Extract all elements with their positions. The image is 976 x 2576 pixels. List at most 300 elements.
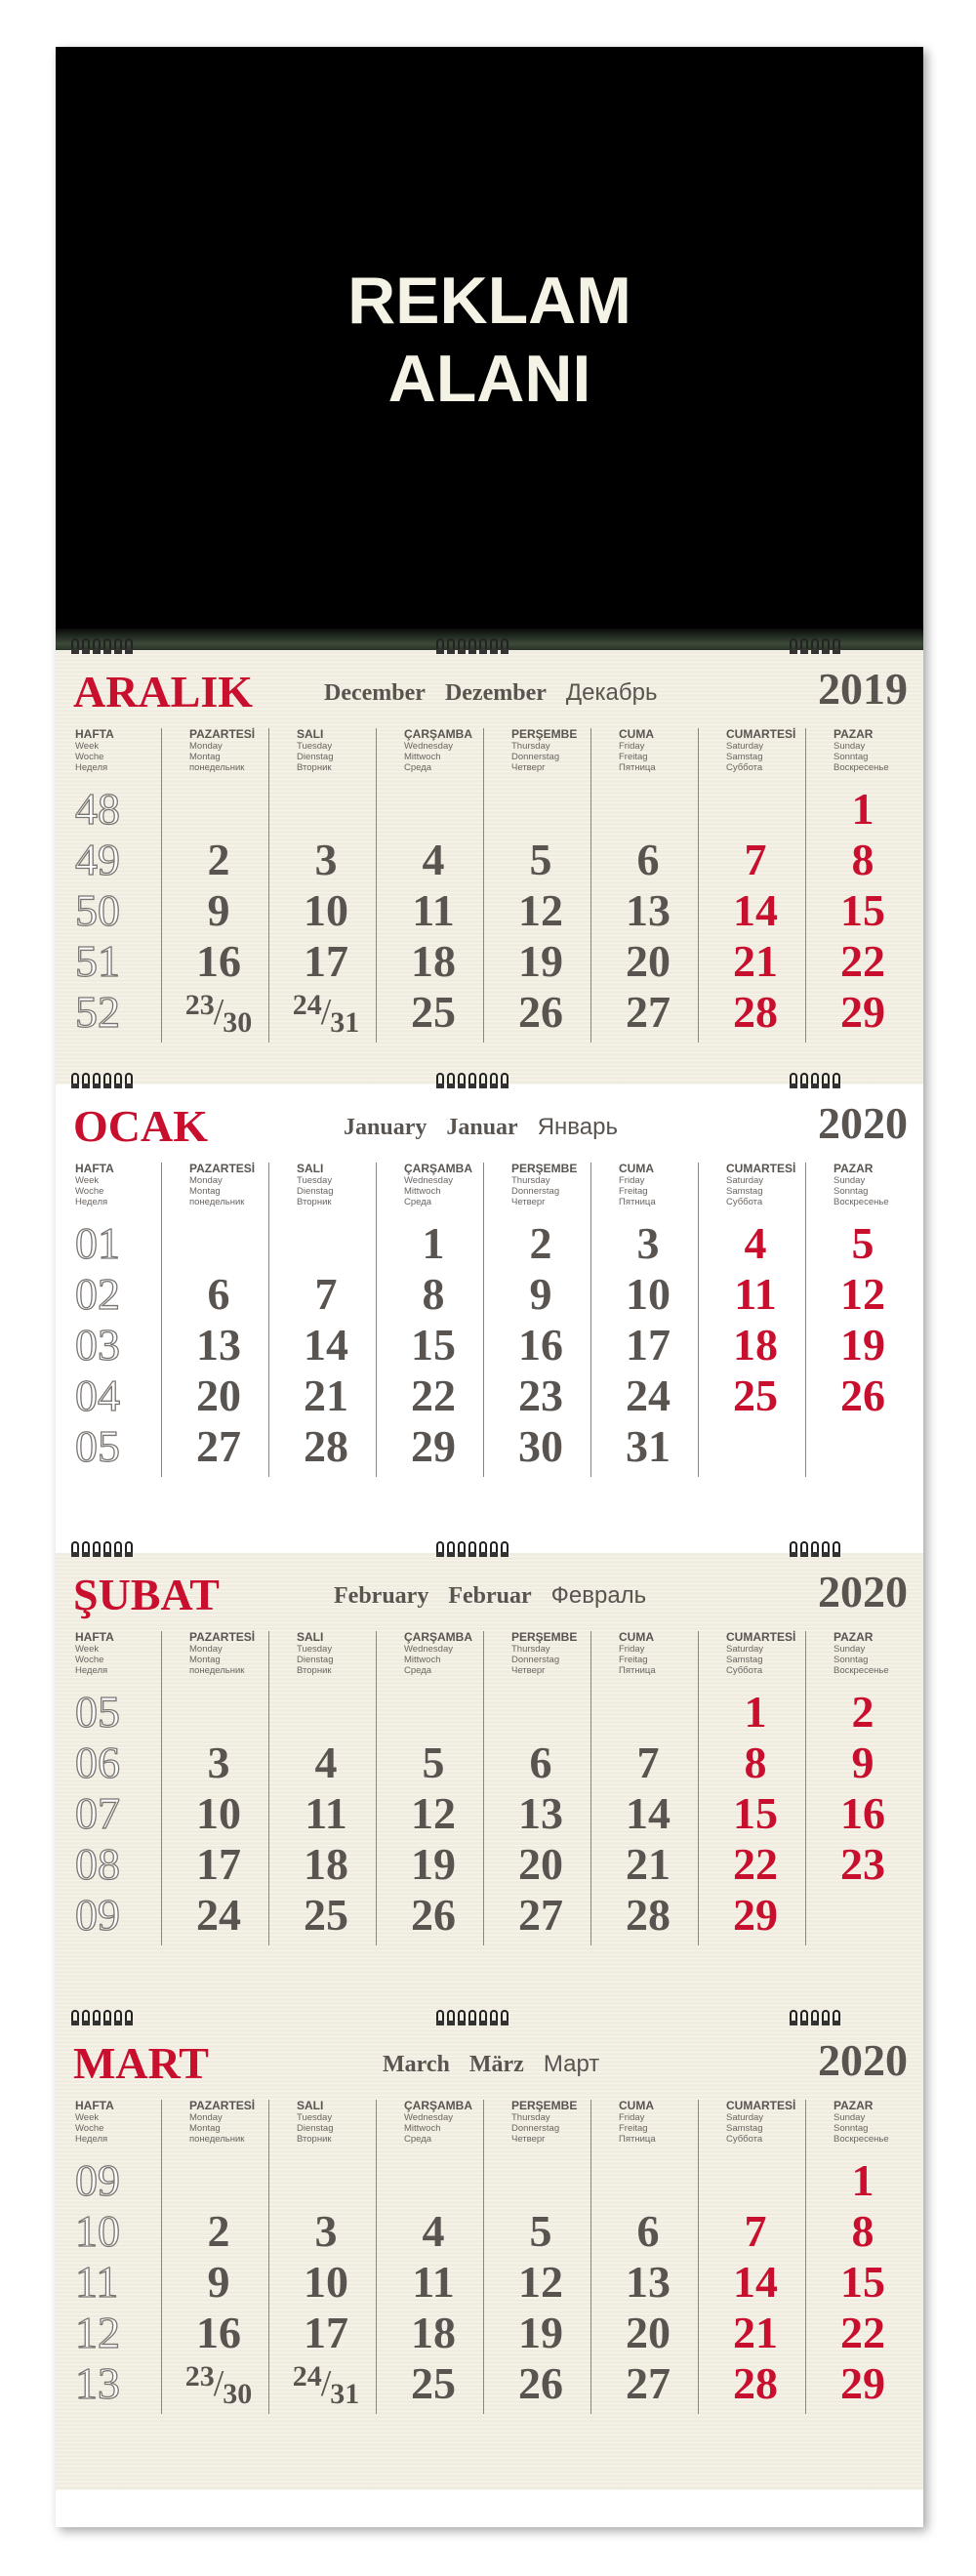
spiral-ring-icon — [447, 1541, 455, 1557]
week-number: 02 — [75, 1269, 120, 1319]
column-header-translation: Mittwoch — [404, 752, 441, 762]
spiral-ring-icon — [114, 638, 122, 654]
column-divider — [268, 1631, 269, 1945]
column-header-translation: понедельник — [189, 1665, 245, 1676]
year-label: 2020 — [818, 1567, 908, 1616]
day-cell: 10 — [626, 1269, 671, 1319]
column-header-name: CUMARTESİ — [726, 2099, 796, 2112]
column-header-translation: Dienstag — [297, 1186, 334, 1197]
day-cell: 23 — [840, 1839, 885, 1889]
day-cell: 28 — [626, 1890, 671, 1940]
column-header-translation: Thursday — [511, 741, 550, 752]
column-header-name: PAZAR — [834, 727, 874, 741]
column-header-tuesday — [297, 2100, 334, 2145]
day-cell: 28 — [733, 2358, 778, 2408]
day-cell: 13 — [518, 1788, 563, 1838]
column-header-translation: Friday — [619, 2112, 645, 2123]
column-header-translation: Неделя — [75, 1665, 108, 1676]
column-header-translation: Week — [75, 1644, 100, 1655]
column-header-translation: Воскресенье — [834, 1197, 889, 1207]
column-header-translation: Пятница — [619, 2134, 656, 2145]
month-name-en: March — [383, 2052, 450, 2077]
spiral-ring-icon — [479, 2010, 487, 2025]
spiral-ring-group — [436, 2010, 508, 2025]
spiral-ring-icon — [458, 1541, 466, 1557]
day-cell: 4 — [422, 835, 445, 884]
column-header-wednesday — [404, 2100, 472, 2145]
day-number-first: 24 — [292, 989, 322, 1021]
column-header-monday — [189, 1631, 255, 1676]
day-cell: 26 — [411, 1890, 456, 1940]
day-cell: 15 — [840, 885, 885, 935]
column-divider — [805, 728, 806, 1043]
spiral-ring-icon — [82, 2010, 90, 2025]
month-name: ŞUBAT — [73, 1570, 220, 1619]
day-cell: 24 — [626, 1370, 671, 1420]
column-header-translation: Среда — [404, 762, 432, 773]
day-cell: 23 — [518, 1370, 563, 1420]
column-header-translation: Среда — [404, 1197, 432, 1207]
spiral-ring-icon — [71, 638, 79, 654]
day-cell: 13 — [196, 1320, 241, 1370]
day-cell: 6 — [207, 1269, 230, 1319]
column-header-name: SALI — [297, 1630, 324, 1644]
column-header-translation: понедельник — [189, 762, 245, 773]
column-header-translation: Wednesday — [404, 1175, 453, 1186]
week-number: 13 — [75, 2358, 120, 2408]
column-divider — [698, 728, 699, 1043]
week-number: 01 — [75, 1218, 120, 1268]
spiral-ring-icon — [468, 1073, 476, 1088]
column-header-translation: Week — [75, 1175, 100, 1186]
column-header-translation: понедельник — [189, 1197, 245, 1207]
month-name-ru: Февраль — [550, 1582, 647, 1609]
week-number: 06 — [75, 1738, 120, 1787]
column-header-name: PAZARTESİ — [189, 1630, 256, 1644]
spiral-ring-icon — [800, 1541, 808, 1557]
column-header-translation: Sunday — [834, 1175, 866, 1186]
spiral-ring-icon — [468, 638, 476, 654]
column-header-saturday — [726, 728, 795, 773]
spiral-ring-icon — [800, 638, 808, 654]
column-header-translation: Montag — [189, 752, 221, 762]
day-cell: 14 — [626, 1788, 671, 1838]
spiral-ring-icon — [103, 1541, 111, 1557]
spiral-ring-icon — [436, 1541, 444, 1557]
column-header-translation: Donnerstag — [511, 752, 560, 762]
column-header-name: PERŞEMBE — [511, 1162, 578, 1175]
month-name-de: Januar — [446, 1115, 518, 1140]
column-header-translation: Donnerstag — [511, 1186, 560, 1197]
spiral-ring-icon — [501, 1073, 508, 1088]
column-header-week — [75, 728, 114, 773]
column-header-name: PAZAR — [834, 2099, 874, 2112]
day-cell: 11 — [734, 1269, 777, 1319]
column-divider — [805, 2100, 806, 2414]
day-cell: 3 — [314, 835, 338, 884]
month-translations — [334, 1582, 646, 1610]
day-cell: 20 — [518, 1839, 563, 1889]
day-cell: 29 — [733, 1890, 778, 1940]
day-cell: 18 — [733, 1320, 778, 1370]
column-header-translation: Samstag — [726, 752, 763, 762]
day-cell: 8 — [851, 2206, 874, 2256]
column-divider — [268, 2100, 269, 2414]
column-header-translation: Woche — [75, 752, 104, 762]
column-header-translation: Неделя — [75, 762, 108, 773]
week-number: 05 — [75, 1687, 120, 1737]
day-cell: 22 — [411, 1370, 456, 1420]
spiral-ring-icon — [447, 1073, 455, 1088]
day-cell-combined — [277, 988, 375, 1040]
spiral-ring-icon — [490, 2010, 498, 2025]
column-header-name: ÇARŞAMBA — [404, 1162, 472, 1175]
spiral-ring-icon — [790, 1541, 797, 1557]
month-panel-background — [56, 2022, 923, 2490]
day-cell: 2 — [207, 2206, 230, 2256]
column-header-translation: Saturday — [726, 1644, 764, 1655]
column-header-translation: Montag — [189, 1186, 221, 1197]
column-header-name: CUMA — [619, 727, 654, 741]
day-cell: 17 — [626, 1320, 671, 1370]
day-cell: 20 — [626, 2308, 671, 2357]
week-number: 11 — [75, 2257, 119, 2307]
month-name-ru: Январь — [537, 1114, 618, 1140]
column-header-name: PAZAR — [834, 1630, 874, 1644]
day-cell: 2 — [207, 835, 230, 884]
column-header-translation: Среда — [404, 1665, 432, 1676]
spiral-ring-icon — [790, 2010, 797, 2025]
column-header-name: HAFTA — [75, 727, 114, 741]
spiral-ring-icon — [436, 1073, 444, 1088]
date-separator: / — [320, 992, 332, 1033]
day-cell: 7 — [636, 1738, 660, 1787]
spiral-ring-group — [790, 2010, 840, 2025]
column-header-name: CUMARTESİ — [726, 1162, 796, 1175]
day-cell: 18 — [411, 936, 456, 986]
column-header-translation: Воскресенье — [834, 762, 889, 773]
spiral-ring-group — [790, 1073, 840, 1088]
column-header-translation: Dienstag — [297, 2123, 334, 2134]
spiral-ring-icon — [447, 2010, 455, 2025]
month-name: MART — [73, 2038, 209, 2088]
column-header-translation: Saturday — [726, 1175, 764, 1186]
day-cell: 24 — [196, 1890, 241, 1940]
spiral-ring-icon — [833, 638, 840, 654]
column-header-name: PAZARTESİ — [189, 2099, 256, 2112]
day-cell: 13 — [626, 2257, 671, 2307]
spiral-ring-icon — [811, 2010, 819, 2025]
column-header-translation: Sunday — [834, 2112, 866, 2123]
spiral-ring-icon — [458, 638, 466, 654]
day-cell: 16 — [196, 936, 241, 986]
ad-text-line-2: ALANI — [387, 342, 591, 416]
column-header-translation: Четверг — [511, 2134, 546, 2145]
column-header-translation: Week — [75, 741, 100, 752]
spiral-ring-icon — [822, 1073, 830, 1088]
spiral-ring-icon — [82, 1073, 90, 1088]
spiral-ring-icon — [114, 1541, 122, 1557]
column-header-name: HAFTA — [75, 1630, 114, 1644]
column-header-translation: Week — [75, 2112, 100, 2123]
day-cell: 8 — [744, 1738, 767, 1787]
column-header-translation: Freitag — [619, 1186, 648, 1197]
week-number: 08 — [75, 1839, 120, 1889]
column-header-thursday — [511, 1163, 577, 1207]
column-header-sunday — [834, 1631, 889, 1676]
day-cell: 26 — [840, 1370, 885, 1420]
day-cell: 10 — [304, 2257, 348, 2307]
day-cell: 21 — [733, 2308, 778, 2357]
day-cell-combined — [170, 2359, 267, 2411]
spiral-ring-icon — [811, 1073, 819, 1088]
spiral-ring-icon — [833, 1073, 840, 1088]
day-cell-combined — [277, 2359, 375, 2411]
spiral-ring-icon — [790, 1073, 797, 1088]
spiral-ring-icon — [458, 2010, 466, 2025]
day-cell: 21 — [304, 1370, 348, 1420]
column-divider — [805, 1163, 806, 1477]
column-header-tuesday — [297, 728, 334, 773]
column-header-translation: Четверг — [511, 1665, 546, 1676]
advertising-area — [56, 47, 923, 650]
week-number: 48 — [75, 784, 120, 834]
column-divider — [376, 1631, 377, 1945]
month-name-ru: Декабрь — [565, 679, 658, 706]
day-cell: 3 — [207, 1738, 230, 1787]
week-number: 07 — [75, 1788, 120, 1838]
spiral-ring-icon — [82, 638, 90, 654]
column-divider — [161, 1163, 162, 1477]
spiral-ring-icon — [458, 1073, 466, 1088]
column-header-translation: Dienstag — [297, 752, 334, 762]
column-header-translation: Freitag — [619, 752, 648, 762]
column-header-translation: Четверг — [511, 1197, 546, 1207]
column-header-name: SALI — [297, 727, 324, 741]
spiral-ring-icon — [811, 638, 819, 654]
month-panel-şubat — [56, 1553, 923, 2022]
day-cell: 17 — [304, 936, 348, 986]
spiral-ring-icon — [82, 1541, 90, 1557]
column-divider — [161, 2100, 162, 2414]
column-header-translation: Пятница — [619, 762, 656, 773]
column-header-name: CUMARTESİ — [726, 1630, 796, 1644]
column-header-translation: Sonntag — [834, 752, 869, 762]
week-number: 50 — [75, 885, 120, 935]
spiral-ring-icon — [800, 2010, 808, 2025]
day-cell: 14 — [733, 885, 778, 935]
column-header-translation: Суббота — [726, 762, 763, 773]
spiral-ring-icon — [790, 638, 797, 654]
spiral-ring-icon — [114, 2010, 122, 2025]
column-header-translation: Tuesday — [297, 2112, 333, 2123]
column-header-thursday — [511, 2100, 577, 2145]
column-header-name: PERŞEMBE — [511, 1630, 578, 1644]
day-number-second: 30 — [223, 2378, 253, 2410]
day-cell: 2 — [529, 1218, 552, 1268]
day-cell: 15 — [411, 1320, 456, 1370]
column-header-friday — [619, 728, 656, 773]
week-number: 12 — [75, 2308, 120, 2357]
column-header-translation: Freitag — [619, 2123, 648, 2134]
month-name: OCAK — [73, 1101, 208, 1151]
year-label: 2020 — [818, 2035, 908, 2085]
column-header-name: CUMA — [619, 1162, 654, 1175]
day-cell: 7 — [314, 1269, 338, 1319]
column-header-monday — [189, 2100, 255, 2145]
spiral-ring-icon — [447, 638, 455, 654]
column-header-translation: Samstag — [726, 1655, 763, 1665]
column-header-translation: Sonntag — [834, 1186, 869, 1197]
column-header-translation: Среда — [404, 2134, 432, 2145]
column-header-wednesday — [404, 1163, 472, 1207]
spiral-binding — [56, 2010, 923, 2033]
date-separator: / — [213, 2363, 224, 2404]
day-cell: 30 — [518, 1421, 563, 1471]
day-cell: 28 — [733, 987, 778, 1037]
column-header-translation: Samstag — [726, 1186, 763, 1197]
spiral-ring-icon — [490, 1073, 498, 1088]
day-cell: 12 — [840, 1269, 885, 1319]
column-header-translation: Friday — [619, 1175, 645, 1186]
column-header-name: CUMA — [619, 2099, 654, 2112]
day-cell: 27 — [518, 1890, 563, 1940]
column-header-translation: Samstag — [726, 2123, 763, 2134]
column-header-translation: Tuesday — [297, 1175, 333, 1186]
column-header-translation: Sonntag — [834, 1655, 869, 1665]
month-panel-background — [56, 1553, 923, 2022]
spiral-ring-group — [71, 2010, 133, 2025]
day-cell: 10 — [304, 885, 348, 935]
day-cell-combined — [170, 988, 267, 1040]
spiral-ring-icon — [93, 638, 101, 654]
spiral-ring-icon — [125, 638, 133, 654]
column-header-translation: Tuesday — [297, 741, 333, 752]
column-header-thursday — [511, 1631, 577, 1676]
spiral-ring-group — [436, 1073, 508, 1088]
day-cell: 26 — [518, 2358, 563, 2408]
column-header-week — [75, 1163, 114, 1207]
column-divider — [161, 1631, 162, 1945]
column-header-week — [75, 1631, 114, 1676]
spiral-ring-icon — [501, 638, 508, 654]
column-header-translation: Saturday — [726, 741, 764, 752]
date-separator: / — [320, 2363, 332, 2404]
month-panel-background — [56, 1084, 923, 1553]
column-header-wednesday — [404, 1631, 472, 1676]
column-header-week — [75, 2100, 114, 2145]
column-header-name: SALI — [297, 2099, 324, 2112]
spiral-ring-icon — [436, 2010, 444, 2025]
day-cell: 18 — [304, 1839, 348, 1889]
day-cell: 4 — [422, 2206, 445, 2256]
column-divider — [268, 728, 269, 1043]
column-header-name: PERŞEMBE — [511, 2099, 578, 2112]
spiral-ring-icon — [490, 1541, 498, 1557]
column-header-translation: Неделя — [75, 2134, 108, 2145]
column-header-translation: Monday — [189, 1175, 223, 1186]
month-translations — [383, 2051, 599, 2078]
month-panel-ocak — [56, 1084, 923, 1553]
day-cell: 25 — [411, 2358, 456, 2408]
day-cell: 25 — [733, 1370, 778, 1420]
day-cell: 27 — [626, 2358, 671, 2408]
column-header-translation: Dienstag — [297, 1655, 334, 1665]
column-divider — [698, 2100, 699, 2414]
day-cell: 31 — [626, 1421, 671, 1471]
day-cell: 1 — [744, 1687, 767, 1737]
spiral-ring-icon — [71, 2010, 79, 2025]
day-cell: 5 — [529, 2206, 552, 2256]
week-number: 03 — [75, 1320, 120, 1370]
day-number-second: 31 — [330, 2378, 360, 2410]
year-label: 2020 — [818, 1098, 908, 1148]
day-cell: 21 — [626, 1839, 671, 1889]
day-cell: 15 — [733, 1788, 778, 1838]
column-header-translation: Вторник — [297, 1665, 332, 1676]
day-number-first: 23 — [184, 2360, 215, 2392]
column-header-translation: Wednesday — [404, 741, 453, 752]
spiral-ring-icon — [811, 1541, 819, 1557]
spiral-ring-icon — [822, 2010, 830, 2025]
day-number-first: 24 — [292, 2360, 322, 2392]
column-header-name: HAFTA — [75, 1162, 114, 1175]
year-label: 2019 — [818, 664, 908, 714]
column-header-translation: Montag — [189, 2123, 221, 2134]
spiral-ring-icon — [125, 1073, 133, 1088]
day-cell: 9 — [207, 885, 230, 935]
column-header-translation: Saturday — [726, 2112, 764, 2123]
day-cell: 12 — [518, 885, 563, 935]
column-header-translation: Sunday — [834, 1644, 866, 1655]
day-cell: 12 — [518, 2257, 563, 2307]
spiral-ring-icon — [125, 2010, 133, 2025]
column-divider — [590, 1163, 591, 1477]
day-cell: 17 — [196, 1839, 241, 1889]
week-number: 51 — [75, 936, 120, 986]
day-cell: 25 — [304, 1890, 348, 1940]
spiral-ring-group — [790, 1541, 840, 1557]
day-cell: 8 — [851, 835, 874, 884]
day-cell: 28 — [304, 1421, 348, 1471]
column-header-saturday — [726, 1631, 795, 1676]
day-cell: 29 — [840, 2358, 885, 2408]
column-header-translation: Montag — [189, 1655, 221, 1665]
column-header-translation: Donnerstag — [511, 2123, 560, 2134]
column-divider — [161, 728, 162, 1043]
day-cell: 6 — [636, 835, 660, 884]
column-header-name: ÇARŞAMBA — [404, 1630, 472, 1644]
spiral-ring-icon — [833, 2010, 840, 2025]
day-number-first: 23 — [184, 989, 215, 1021]
day-cell: 29 — [411, 1421, 456, 1471]
day-cell: 17 — [304, 2308, 348, 2357]
date-separator: / — [213, 992, 224, 1033]
column-header-saturday — [726, 1163, 795, 1207]
week-number: 05 — [75, 1421, 120, 1471]
column-header-translation: Wednesday — [404, 1644, 453, 1655]
column-header-name: PERŞEMBE — [511, 727, 578, 741]
spiral-ring-group — [71, 1073, 133, 1088]
spiral-ring-group — [436, 1541, 508, 1557]
column-header-translation: Woche — [75, 1655, 104, 1665]
month-name-en: January — [344, 1115, 427, 1140]
day-cell: 7 — [744, 2206, 767, 2256]
week-number: 10 — [75, 2206, 120, 2256]
day-cell: 20 — [196, 1370, 241, 1420]
column-header-translation: Friday — [619, 1644, 645, 1655]
column-header-translation: Пятница — [619, 1197, 656, 1207]
